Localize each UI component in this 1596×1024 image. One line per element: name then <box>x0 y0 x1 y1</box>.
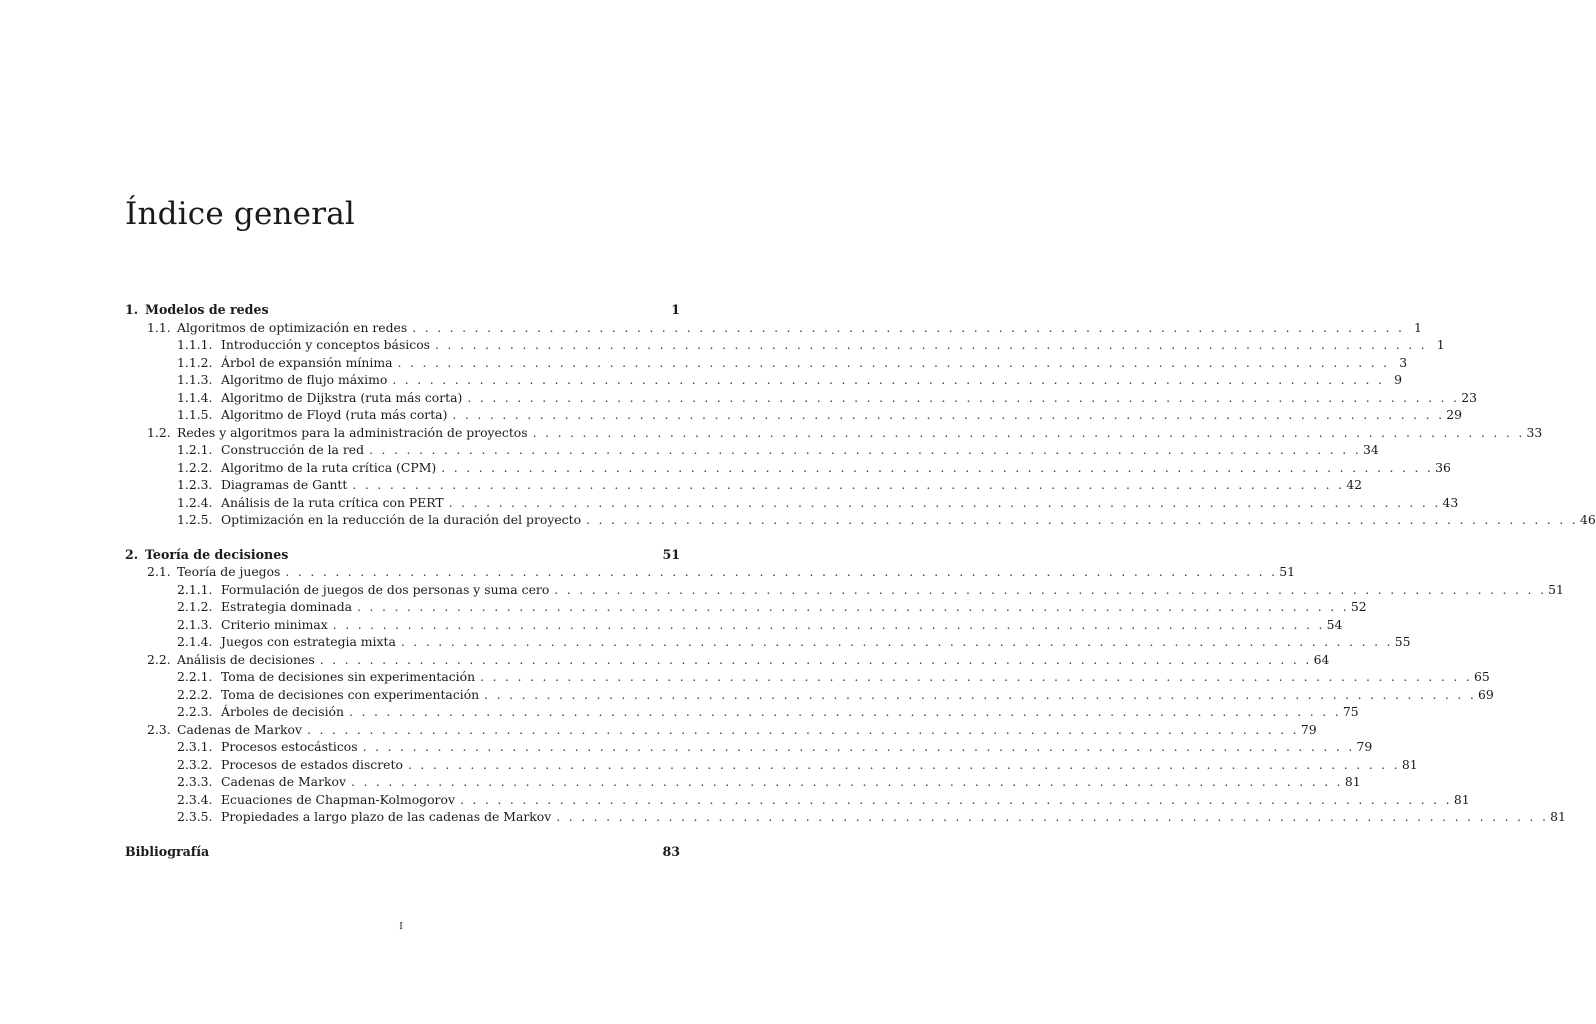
page-number: 1 <box>1414 319 1422 335</box>
page-number: 83 <box>662 843 680 859</box>
subsection-number: 1.1.4. <box>177 389 213 405</box>
section-number: 2.3. <box>147 721 171 737</box>
toc-section[interactable] <box>125 651 1330 669</box>
dot-leader <box>351 773 1341 791</box>
section-title: Teoría de juegos <box>177 564 281 579</box>
dot-leader <box>484 686 1474 704</box>
subsection-number: 2.3.5. <box>177 809 213 824</box>
toc-subsection[interactable] <box>125 389 1478 407</box>
page-number: 51 <box>662 546 680 562</box>
subsection-number: 2.1.4. <box>177 634 213 649</box>
chapter-title: Teoría de decisiones <box>145 546 289 562</box>
toc-subsection[interactable] <box>125 406 1463 424</box>
subsection-title: Ecuaciones de Chapman-Kolmogorov <box>221 791 455 807</box>
subsection-number: 2.1.3. <box>177 616 213 632</box>
toc-subsection[interactable] <box>125 598 1367 616</box>
page-number: 42 <box>1346 477 1363 492</box>
dot-leader <box>554 581 1544 599</box>
subsection-number: 1.2.5. <box>177 512 213 527</box>
subsection-number: 1.2.1. <box>177 442 213 457</box>
page-number: 1 <box>671 302 680 317</box>
dot-leader <box>586 511 1576 529</box>
page-number: 33 <box>1526 424 1543 440</box>
toc-subsection[interactable] <box>125 686 1494 704</box>
subsection-number: 2.2.2. <box>177 686 213 702</box>
page-number: 79 <box>1356 739 1373 754</box>
page-title: Índice general <box>125 196 356 232</box>
page-number: 43 <box>1442 494 1459 510</box>
subsection-number: 1.2.2. <box>177 459 213 475</box>
toc-subsection[interactable] <box>125 738 1373 756</box>
subsection-title: Árbol de expansión mínima <box>221 354 393 370</box>
toc-subsection[interactable] <box>125 476 1363 494</box>
subsection-number: 2.3.3. <box>177 774 213 789</box>
dot-leader <box>369 441 1359 459</box>
dot-leader <box>352 476 1342 494</box>
subsection-number: 2.3.4. <box>177 791 213 807</box>
toc-subsection[interactable] <box>125 791 1470 809</box>
subsection-title: Cadenas de Markov <box>221 774 346 789</box>
subsection-number: 2.2.3. <box>177 704 213 719</box>
dot-leader <box>401 633 1391 651</box>
toc-subsection[interactable] <box>125 336 1445 354</box>
subsection-title: Formulación de juegos de dos personas y suma cero <box>221 581 550 597</box>
toc-subsection[interactable] <box>125 459 1451 477</box>
page-number: 1 <box>1436 337 1445 352</box>
page-number: 29 <box>1446 407 1463 422</box>
subsection-title: Diagramas de Gantt <box>221 477 348 492</box>
subsection-title: Árboles de decisión <box>221 704 344 719</box>
page-number: 69 <box>1478 686 1494 702</box>
toc-subsection[interactable] <box>125 441 1379 459</box>
subsection-number: 1.1.3. <box>177 372 213 387</box>
subsection-title: Introducción y conceptos básicos <box>221 337 431 352</box>
dot-leader <box>357 598 1347 616</box>
section-title: Algoritmos de optimización en redes <box>177 319 408 335</box>
toc-section[interactable] <box>125 721 1317 739</box>
subsection-title: Estrategia dominada <box>221 599 353 614</box>
toc-section[interactable] <box>125 563 1296 581</box>
bibliography-title: Bibliografía <box>125 843 210 859</box>
dot-leader <box>285 563 1275 581</box>
page-number: 79 <box>1300 721 1317 737</box>
page-number: 3 <box>1399 354 1408 370</box>
page-number: 65 <box>1473 669 1490 684</box>
page-number: 51 <box>1548 581 1564 597</box>
dot-leader <box>363 738 1353 756</box>
table-of-contents <box>125 301 1596 860</box>
page-number: 81 <box>1344 774 1361 789</box>
dot-leader <box>349 703 1339 721</box>
dot-leader <box>320 651 1310 669</box>
dot-leader <box>408 756 1398 774</box>
subsection-number: 1.1.5. <box>177 407 213 422</box>
subsection-title: Optimización en la reducción de la duración del proyecto <box>221 512 582 527</box>
toc-subsection[interactable] <box>125 703 1359 721</box>
subsection-title: Algoritmo de Dijkstra (ruta más corta) <box>221 389 463 405</box>
section-title: Análisis de decisiones <box>177 651 315 667</box>
subsection-title: Análisis de la ruta crítica con PERT <box>221 494 444 510</box>
page-number: 46 <box>1579 512 1596 527</box>
subsection-title: Algoritmo de flujo máximo <box>221 372 388 387</box>
dot-leader <box>452 406 1442 424</box>
subsection-title: Propiedades a largo plazo de las cadenas de Markov <box>221 809 552 824</box>
page-number: 52 <box>1350 599 1367 614</box>
dot-leader <box>307 721 1297 739</box>
chapter-number: 1. <box>125 302 139 317</box>
toc-section[interactable] <box>125 424 1543 442</box>
subsection-title: Toma de decisiones con experimentación <box>221 686 480 702</box>
subsection-number: 1.1.2. <box>177 354 213 370</box>
section-number: 1.1. <box>147 319 171 335</box>
page-number: 54 <box>1326 616 1343 632</box>
page-number: 64 <box>1313 651 1330 667</box>
subsection-title: Construcción de la red <box>221 442 365 457</box>
section-title: Redes y algoritmos para la administración de proyectos <box>177 424 528 440</box>
toc-section[interactable] <box>125 319 1422 337</box>
subsection-title: Procesos estocásticos <box>221 739 358 754</box>
dot-leader <box>460 791 1450 809</box>
subsection-title: Algoritmo de la ruta crítica (CPM) <box>221 459 437 475</box>
toc-subsection[interactable] <box>125 354 1408 372</box>
dot-leader <box>435 336 1425 354</box>
subsection-title: Toma de decisiones sin experimentación <box>221 669 476 684</box>
toc-chapter[interactable] <box>125 546 680 564</box>
toc-subsection[interactable] <box>125 773 1361 791</box>
dot-leader <box>397 354 1387 372</box>
toc-chapter[interactable] <box>125 301 680 319</box>
section-title: Cadenas de Markov <box>177 721 302 737</box>
subsection-number: 2.2.1. <box>177 669 213 684</box>
toc-subsection[interactable] <box>125 633 1411 651</box>
section-number: 2.1. <box>147 564 171 579</box>
subsection-number: 2.3.1. <box>177 739 213 754</box>
page-number: 81 <box>1550 809 1566 824</box>
page-number: 81 <box>1453 791 1470 807</box>
dot-leader <box>441 459 1431 477</box>
dot-leader <box>392 371 1382 389</box>
chapter-number: 2. <box>125 546 139 562</box>
section-number: 1.2. <box>147 424 171 440</box>
subsection-title: Juegos con estrategia mixta <box>221 634 396 649</box>
subsection-number: 1.1.1. <box>177 337 213 352</box>
toc-subsection[interactable] <box>125 616 1343 634</box>
page-number: 9 <box>1394 372 1402 387</box>
page-number: 23 <box>1461 389 1478 405</box>
subsection-title: Procesos de estados discreto <box>221 756 403 772</box>
section-number: 2.2. <box>147 651 171 667</box>
subsection-title: Criterio minimax <box>221 616 328 632</box>
page-number: 55 <box>1394 634 1411 649</box>
toc-subsection[interactable] <box>125 371 1402 389</box>
subsection-number: 2.3.2. <box>177 756 213 772</box>
subsection-number: 1.2.4. <box>177 494 213 510</box>
toc-subsection[interactable] <box>125 494 1459 512</box>
dot-leader <box>333 616 1323 634</box>
dot-leader <box>412 319 1402 337</box>
subsection-number: 2.1.1. <box>177 581 213 597</box>
footer-page-number: I <box>399 922 403 932</box>
subsection-number: 2.1.2. <box>177 599 213 614</box>
page-number: 75 <box>1342 704 1359 719</box>
dot-leader <box>467 389 1457 407</box>
dot-leader <box>556 808 1546 826</box>
toc-subsection[interactable] <box>125 581 1564 599</box>
page-number: 51 <box>1279 564 1296 579</box>
toc-subsection[interactable] <box>125 808 1566 826</box>
toc-subsection[interactable] <box>125 756 1418 774</box>
toc-subsection[interactable] <box>125 511 1596 529</box>
subsection-title: Algoritmo de Floyd (ruta más corta) <box>221 407 448 422</box>
page-number: 81 <box>1401 756 1418 772</box>
dot-leader <box>533 424 1523 442</box>
toc-bibliography[interactable] <box>125 843 680 861</box>
page-number: 36 <box>1435 459 1451 475</box>
dot-leader <box>480 668 1470 686</box>
chapter-title: Modelos de redes <box>145 302 269 317</box>
page-number: 34 <box>1362 442 1379 457</box>
dot-leader <box>449 494 1439 512</box>
subsection-number: 1.2.3. <box>177 477 213 492</box>
toc-subsection[interactable] <box>125 668 1490 686</box>
